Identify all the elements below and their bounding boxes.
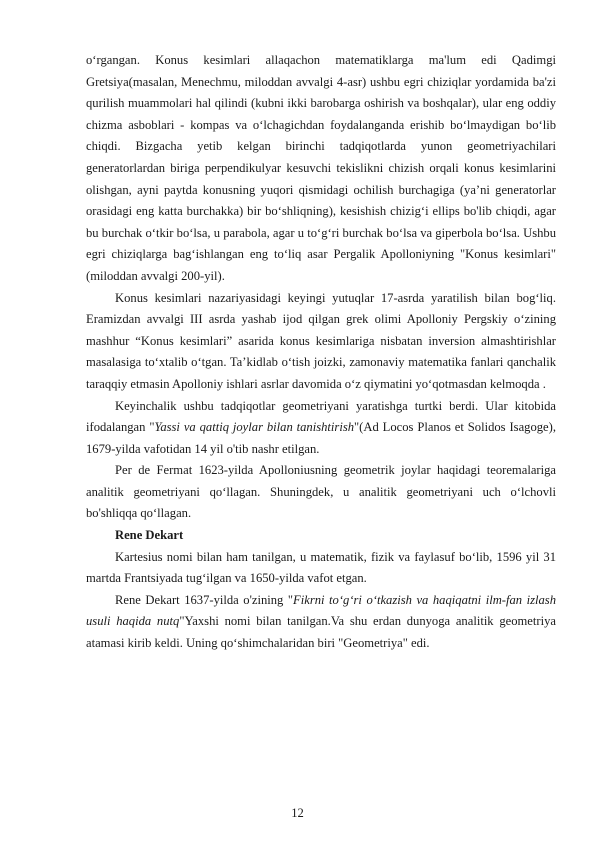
body-text-section-2 xyxy=(86,547,556,655)
text-run: o‘rgangan. Konus kesimlari allaqachon matematiklarga ma'lum edi Qadimgi Gretsiya(masalan, Menechmu, miloddan avvalgi 4-asr) ushbu egri chiziqlar yordamida ba'zi qurilish muammolari hal qilindi (kubni ikki barobarga oshirish va boshqalar), ular eng oddiy chizma asboblari - kompas va o‘lchagichdan foydalanganda erishib bo‘lmaydigan bo‘lib chiqdi. Bizgacha yetib kelgan birinchi tadqiqotlarda yunon geometriyachilari generatorlardan biriga perpendikulyar kesuvchi tekislikni chizish orqali konus kesimlarini olishgan, ayni paytda konusning yuqori qismidagi ochilish burchagiga (ya’ni generatorlar orasidagi eng katta burchakka) bir bo‘shliqning), kesishish chizig‘i ellips bo'lib chiqdi, agar bu burchak o‘tkir bo‘lsa, u parabola, agar u to‘g‘ri burchak bo‘lsa va giperbola bo‘lsa. Ushbu egri chiziqlarga bag‘ishlangan eng to‘liq asar Pergalik Apolloniyning "Konus kesimlari" (miloddan avvalgi 200-yil). xyxy=(86,53,556,283)
text-run: Konus kesimlari nazariyasidagi keyingi yutuqlar 17-asrda yaratilish bilan bog‘liq. Eramizdan avvalgi III asrda yashab ijod qilgan grek olimi Apolloniy Pergskiy o‘zining mashhur “Konus kesimlari” asarida konus kesimlariga nisbatan inversion almashtirishlar masalasiga to‘xtalib o‘tgan. Ta’kidlab o‘tish joizki, zamonaviy matematika fanlari qanchalik taraqqiy etmasin Apolloniy ishlari asrlar davomida o‘z qiymatini yo‘qotmasdan kelmoqda . xyxy=(86,290,556,391)
paragraph xyxy=(86,590,556,655)
text-run: Per de Fermat 1623-yilda Apolloniusning geometrik joylar haqidagi teoremalariga analitik geometriyani qo‘llagan. Shuningdek, u analitik geometriyani uch o‘lchovli bo'shliqqa qo‘llagan. xyxy=(86,463,556,521)
italic-title: Yassi va qattiq joylar bilan tanishtirish xyxy=(154,420,355,435)
paragraph xyxy=(86,396,556,461)
paragraph xyxy=(86,288,556,396)
section-heading: Rene Dekart xyxy=(115,528,184,543)
text-run: "(Ad Locos Planos et Solidos Isagoge), 1679-yilda vafotidan 14 yil o'tib nashr etilgan. xyxy=(86,420,556,456)
paragraph xyxy=(86,460,556,525)
text-run: Keyinchalik ushbu tadqiqotlar geometriyani yaratishga turtki berdi. Ular kitobida ifodalangan " xyxy=(86,398,556,435)
paragraph xyxy=(86,547,556,590)
text-run: Kartesius nomi bilan ham tanilgan, u matematik, fizik va faylasuf bo‘lib, 1596 yil 31 martda Frantsiyada tug‘ilgan va 1650-yilda vafot etgan. xyxy=(86,549,556,586)
text-run: Rene Dekart 1637-yilda o'zining " xyxy=(115,592,294,607)
document-page xyxy=(86,50,556,655)
paragraph xyxy=(86,50,556,288)
page-number: 12 xyxy=(291,806,304,820)
body-text-section-1 xyxy=(86,50,556,525)
text-run: "Yaxshi nomi bilan tanilgan.Va shu erdan dunyoga analitik geometriya atamasi kirib keldi. Uning qo‘shimchalaridan biri "Geometriya" edi. xyxy=(86,614,556,651)
italic-title: Fikrni to‘g‘ri o‘tkazish va haqiqatni ilm-fan izlash usuli haqida nutq xyxy=(86,592,556,629)
